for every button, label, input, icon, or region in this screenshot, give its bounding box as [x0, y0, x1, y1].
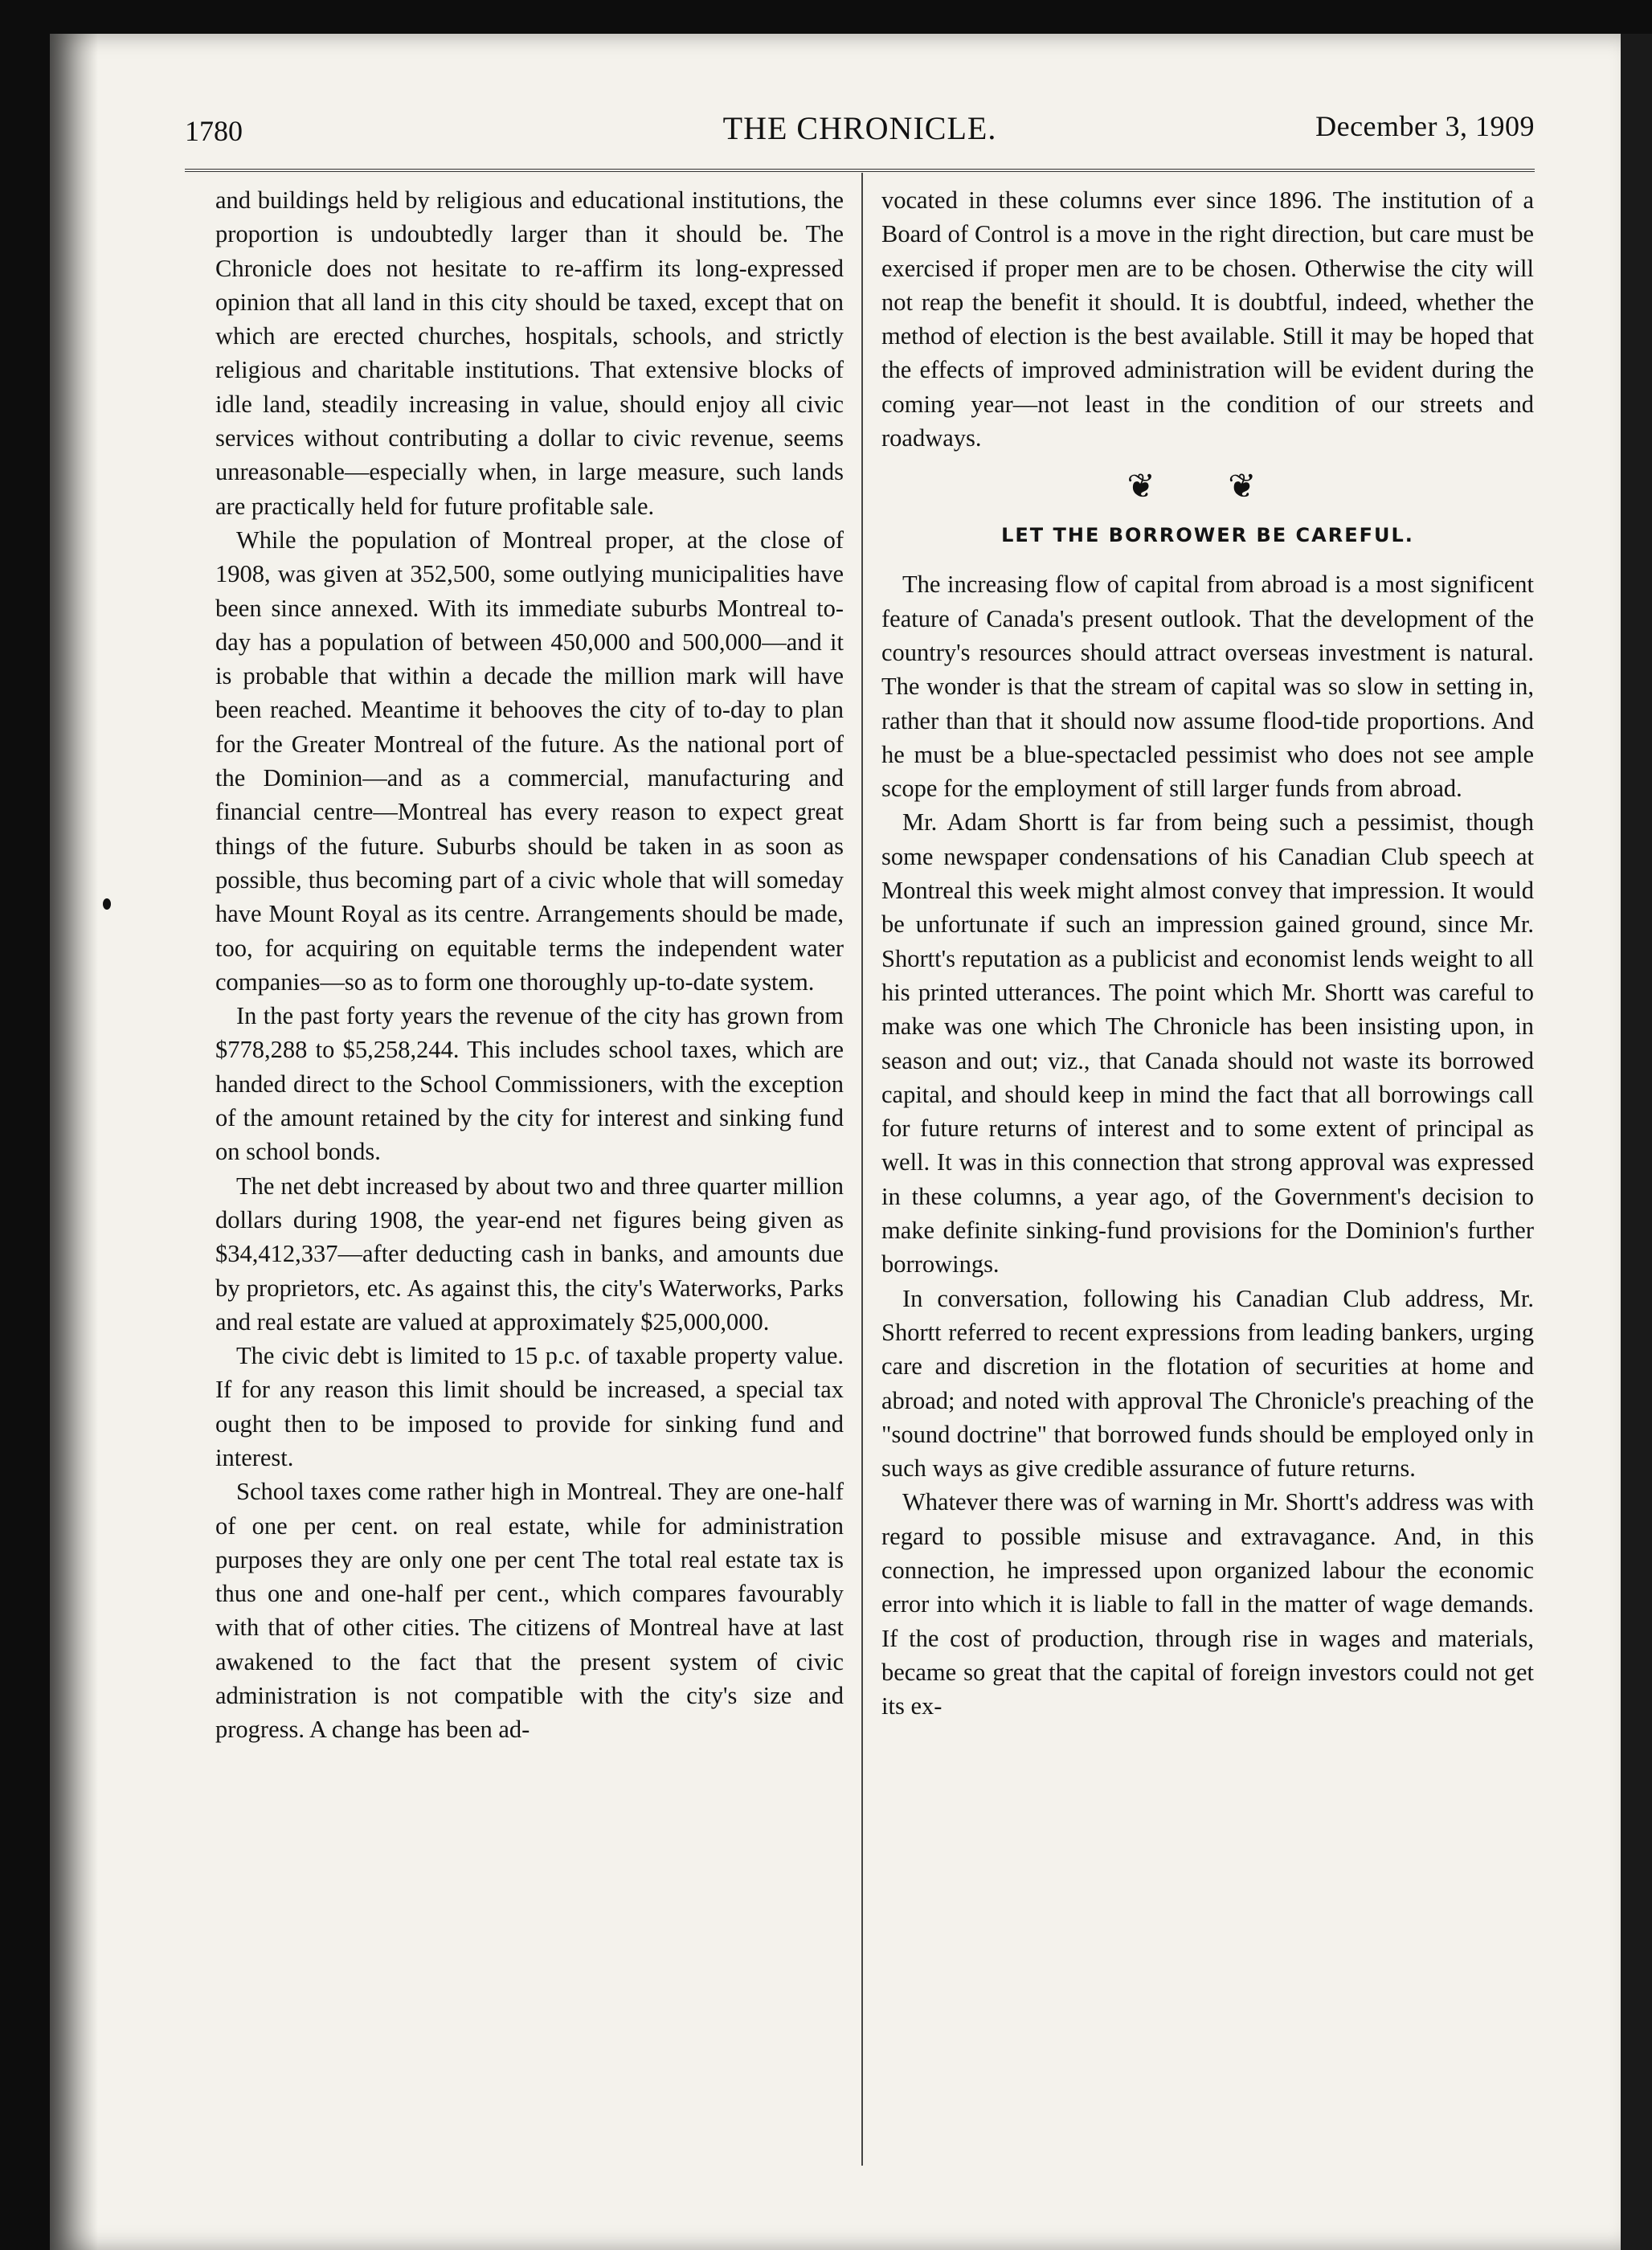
article-paragraph: Whatever there was of warning in Mr. Shortt's address was with regard to possible misuse and extravagance. And, in this connection, he impressed upon organized labour the economic error into which it is liable to fall in the matter of wage demands. If the cost of production, through rise in wages and materials, became so great that the capital of foreign investors could not get its ex- [881, 1488, 1534, 1720]
article-paragraph: vocated in these columns ever since 1896. The institution of a Board of Control is a move in the right direction, but care must be exercised if proper men are to be chosen. Otherwise the city will not reap the benefit it should. It is doubtful, indeed, whether the method of election is the best available. Still it may be hoped that the effects of improved administration will be evident during the coming year—not least in the condition of our streets and roadways. [881, 186, 1534, 452]
column-divider [861, 173, 863, 2166]
article-paragraph: In conversation, following his Canadian Club address, Mr. Shortt referred to recent expressions from leading bankers, urging care and discretion in the flotation of securities at home and abroad; and noted with approval The Chronicle's preaching of the "sound doctrine" that borrowed funds should be employed only in such ways as give credible assurance of future returns. [881, 1284, 1534, 1483]
article-paragraph: The increasing flow of capital from abroad is a most significent feature of Canada's present outlook. That the development of the country's resources should attract overseas investment is natural. The wonder is that the stream of capital was so slow in setting in, rather than that it should now assume flood-tide proportions. And he must be a blue-spectacled pessimist who does not see ample scope for the employment of still larger funds from abroad. [881, 571, 1534, 803]
binding-shadow [50, 34, 98, 2250]
article-paragraph: The civic debt is limited to 15 p.c. of taxable property value. If for any reason this limit should be increased, a special tax ought then to be imposed to provide for sinking fund and interest. [215, 1342, 844, 1471]
margin-mark [103, 898, 111, 910]
article-paragraph: Mr. Adam Shortt is far from being such a pessimist, though some newspaper condensations of his Canadian Club speech at Montreal this week might almost convey that impression. It would be unfortunate if such an impression gained ground, since Mr. Shortt's reputation as a publicist and economist lends weight to all his printed utterances. The point which Mr. Shortt was careful to make was one which The Chronicle has been insisting upon, in season and out; viz., that Canada should not waste its borrowed capital, and should keep in mind the fact that all borrowings call for future returns of interest and to some extent of principal as well. It was in this connection that strong approval was expressed in these columns, a year ago, of the Government's decision to make definite sinking-fund provisions for the Dominion's further borrowings. [881, 808, 1534, 1278]
publication-title: THE CHRONICLE. [722, 110, 997, 146]
section-heading: LET THE BORROWER BE CAREFUL. [1001, 524, 1414, 547]
right-column [881, 183, 1534, 1723]
article-paragraph: and buildings held by religious and educational institutions, the proportion is undoubtedly larger than it should be. The Chronicle does not hesitate to re-affirm its long-expressed opinion that all land in this city should be taxed, except that on which are erected churches, hospitals, schools, and strictly religious and charitable institutions. That extensive blocks of idle land, steadily increasing in value, should enjoy all civic services without contributing a dollar to civic revenue, seems unreasonable—especially when, in large measure, such lands are practically held for future profitable sale. [215, 186, 844, 520]
issue-date: December 3, 1909 [1315, 110, 1535, 142]
article-paragraph: While the population of Montreal proper, at the close of 1908, was given at 352,500, some outlying municipalities have been since annexed. With its immediate suburbs Montreal to-day has a population of between 450,000 and 500,000—and it is probable that within a decade the million mark will have been reached. Meantime it behooves the city of to-day to plan for the Greater Montreal of the future. As the national port of the Dominion—and as a commercial, manufacturing and financial centre—Montreal has every reason to expect great things of the future. Suburbs should be taken in as soon as possible, thus becoming part of a civic whole that will someday have Mount Royal as its centre. Arrangements should be made, too, for acquiring on equitable terms the independent water companies—so as to form one thoroughly up-to-date system. [215, 526, 844, 996]
article-paragraph: The net debt increased by about two and three quarter million dollars during 1908, the year-end net figures being given as $34,412,337—after deducting cash in banks, and amounts due by proprietors, etc. As against this, the city's Waterworks, Parks and real estate are valued at approximately $25,000,000. [215, 1172, 844, 1336]
article-paragraph: School taxes come rather high in Montreal. They are one-half of one per cent. on real estate, while for administration purposes they are only one per cent The total real estate tax is thus one and one-half per cent., which compares favourably with that of other cities. The citizens of Montreal have at last awakened to the fact that the present system of civic administration is not compatible with the city's size and progress. A change has been ad- [215, 1478, 844, 1744]
left-column [215, 183, 844, 1747]
article-paragraph: In the past forty years the revenue of the city has grown from $778,288 to $5,258,244. This includes school taxes, which are handed direct to the School Commissioners, with the exception of the amount retained by the city for interest and sinking fund on school bonds. [215, 1002, 844, 1166]
page-number: 1780 [185, 115, 243, 147]
page-header [185, 104, 1535, 161]
section-ornament: ❦ ❦ [1127, 468, 1289, 506]
header-rule [185, 169, 1535, 172]
next-page-edge [1621, 34, 1652, 2250]
